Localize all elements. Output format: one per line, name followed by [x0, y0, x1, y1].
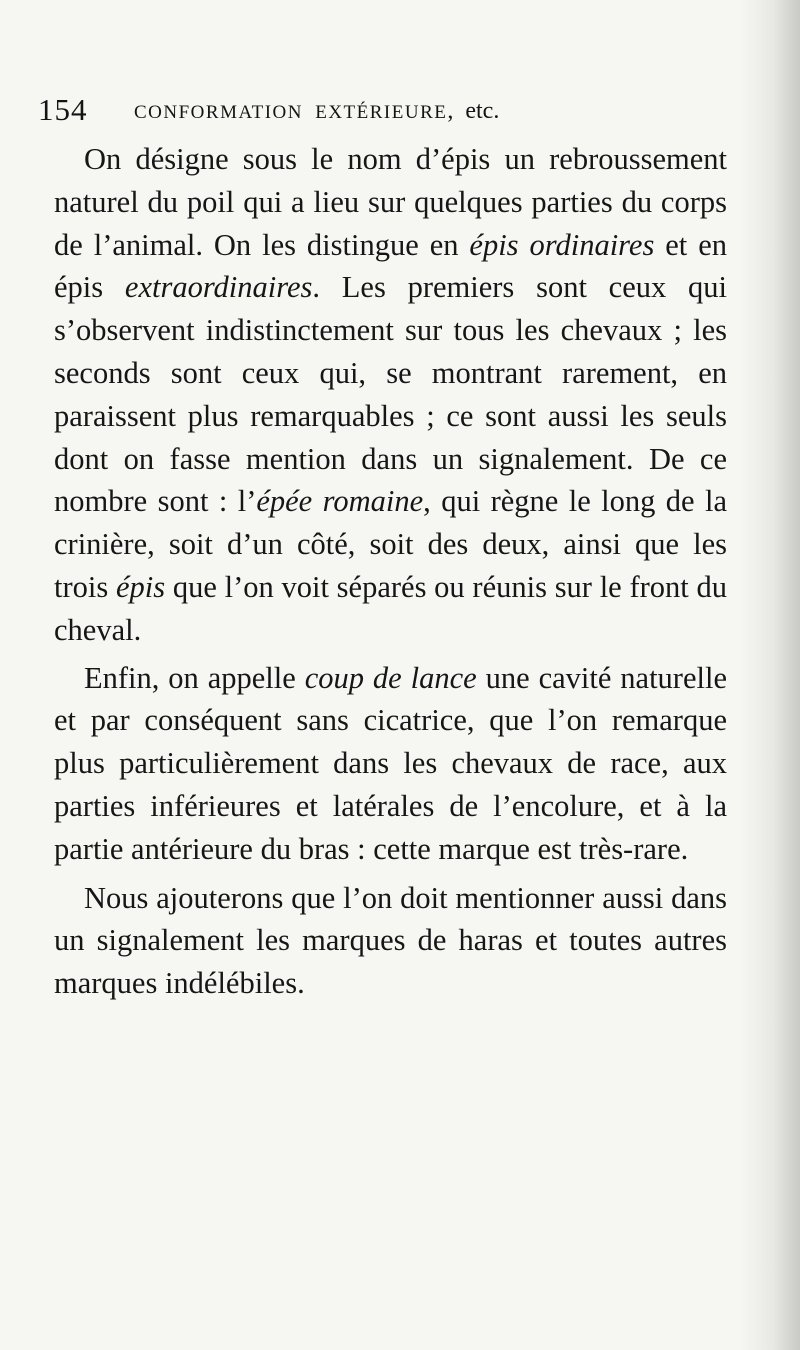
running-head-tail: , etc.	[447, 98, 500, 124]
page-spine-shadow	[740, 0, 800, 1350]
body-text	[54, 138, 727, 1005]
page-header	[38, 92, 738, 132]
italic-text: épée romaine	[256, 484, 424, 519]
paragraph	[54, 877, 727, 1005]
text-run: On désigne sous le nom d’épis un rebroussement naturel du poil qui a lieu sur quelques parties du corps de l’animal. On les distingue en	[54, 142, 727, 262]
text-run: une cavité naturelle et par conséquent sans cicatrice, que l’on remarque plus particulièrement dans les chevaux de race, aux parties inférieures et latérales de l’encolure, et à la partie antérieure du bras : cette marque est très-rare.	[54, 660, 727, 866]
text-run: et en épis	[54, 227, 727, 305]
running-head-title: CONFORMATION EXTÉRIEURE	[134, 102, 448, 123]
paragraph	[54, 138, 727, 652]
text-run: . Les premiers sont ceux qui s’observent indistinctement sur tous les chevaux ; les seconds sont ceux qui, se montrant rarement, en paraissent plus remarquables ; ce sont aussi les seuls dont on fasse mention dans un signalement. De ce nombre sont : l’	[54, 270, 727, 519]
italic-text: extraordinaires	[124, 270, 313, 305]
running-head	[134, 98, 499, 125]
text-run: Nous ajouterons que l’on doit mentionner aussi dans un signalement les marques de haras et toutes autres marques indélébiles.	[54, 880, 727, 1001]
italic-text: coup de lance	[304, 660, 477, 695]
italic-text: épis ordinaires	[469, 227, 655, 262]
paragraph	[54, 657, 727, 871]
text-run: Enfin, on appelle	[84, 660, 305, 695]
text-run: , qui règne le long de la crinière, soit d’un côté, soit des deux, ainsi que les trois	[54, 484, 728, 604]
page-number: 154	[38, 92, 88, 127]
text-run: que l’on voit séparés ou réunis sur le front du cheval.	[54, 569, 727, 647]
italic-text: épis	[115, 569, 166, 604]
